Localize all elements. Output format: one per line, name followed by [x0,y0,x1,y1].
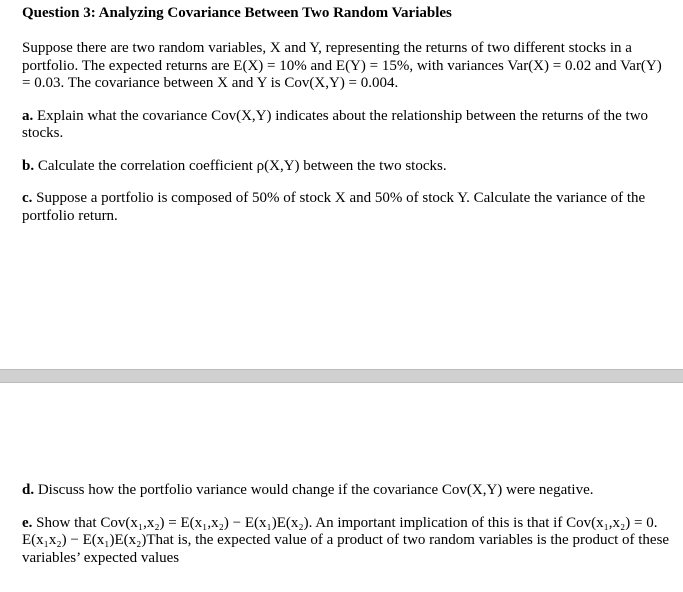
question-e-label: e. [22,514,33,531]
page-break-divider [0,369,683,383]
question-title: Question 3: Analyzing Covariance Between Two Random Variables [22,5,452,21]
question-c [22,190,671,225]
problem-statement: Suppose there are two random variables, X and Y, representing the returns of two different stocks in a portfolio. The expected returns are E(X) = 10% and E(Y) = 15%, with variances Var(X) = 0.02 and Var(Y) = 0.03. The covariance between X and Y is Cov(X,Y) = 0.004. [22,40,662,91]
question-a-label: a. [22,107,34,124]
page-bottom [22,482,671,567]
question-a-text: Explain what the covariance Cov(X,Y) indicates about the relationship between the returns of the two stocks. [22,107,649,141]
question-e-text: Show that Cov(x₁,x₂) = E(x₁,x₂) − E(x₁)E(x₂). An important implication of this is that if Cov(x₁,x₂) = 0. E(x₁x₂) − E(x₁)E(x₂)That is, the expected value of a product of two random variables is the product of these variables’ expected values [22,514,670,566]
question-b [22,158,671,176]
question-a [22,108,671,143]
question-d [22,482,671,500]
question-b-label: b. [22,157,35,174]
question-e [22,515,671,568]
question-b-text: Calculate the correlation coefficient ρ(X,Y) between the two stocks. [37,157,447,174]
page-top [22,4,671,225]
question-d-text: Discuss how the portfolio variance would change if the covariance Cov(X,Y) were negative. [37,482,594,498]
question-c-text: Suppose a portfolio is composed of 50% of stock X and 50% of stock Y. Calculate the variance of the portfolio return. [22,190,646,224]
question-d-label: d. [22,482,35,498]
question-c-label: c. [22,190,33,206]
